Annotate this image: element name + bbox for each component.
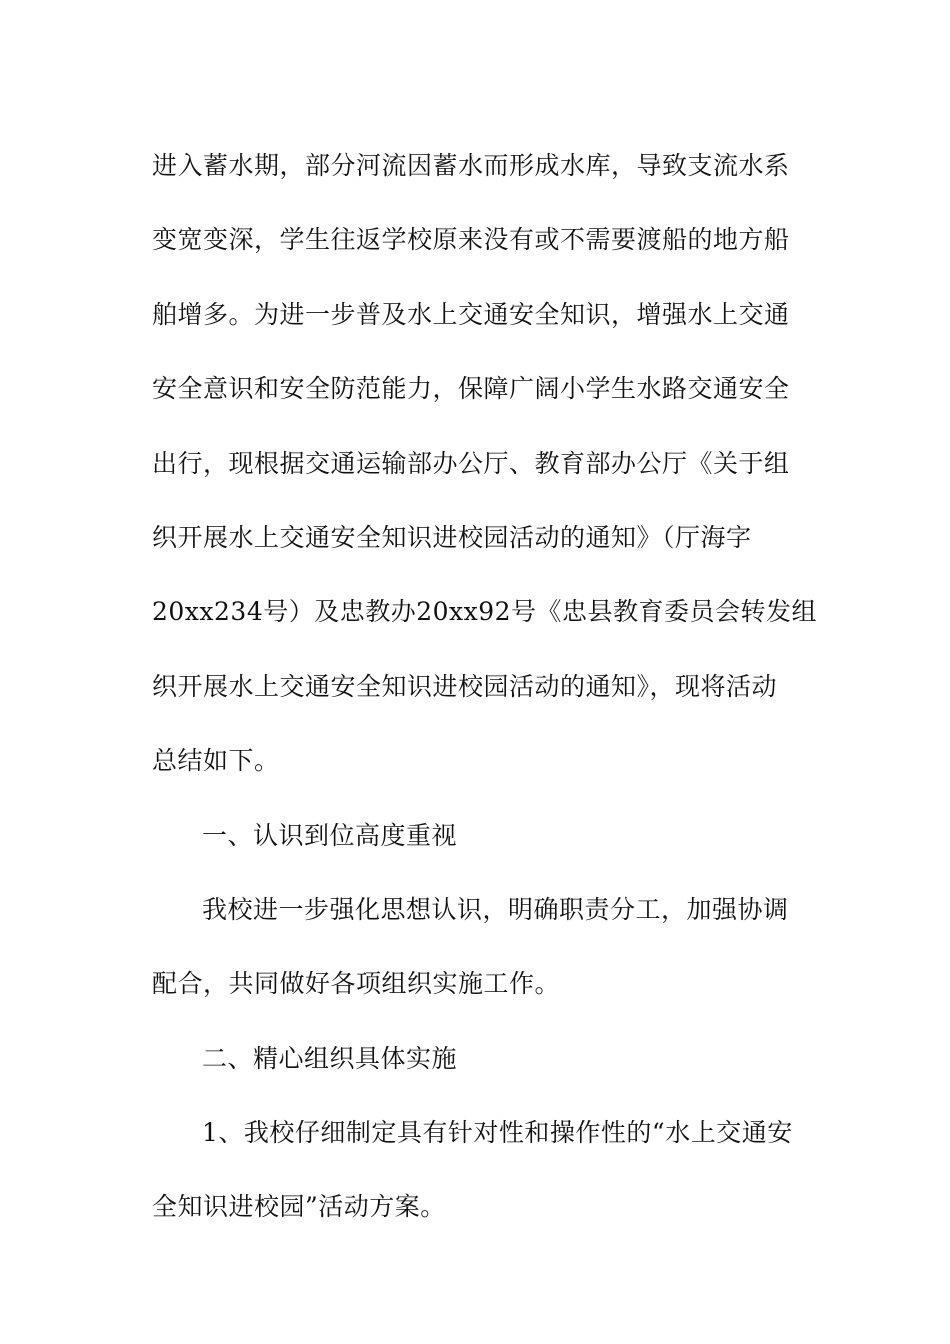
paragraph-line: 全知识进校园”活动方案。 (152, 1192, 446, 1222)
paragraph-line: 配合，共同做好各项组织实施工作。 (152, 969, 561, 999)
paragraph-line: 出行，现根据交通运输部办公厅、教育部办公厅《关于组 (152, 448, 790, 478)
section-heading: 二、精心组织具体实施 (202, 1043, 458, 1073)
paragraph-line: 我校进一步强化思想认识，明确职责分工，加强协调 (202, 894, 789, 924)
paragraph-line: 变宽变深，学生往返学校原来没有或不需要渡船的地方船 (152, 225, 790, 255)
paragraph-line: 进入蓄水期，部分河流因蓄水而形成水库，导致支流水系 (152, 151, 790, 180)
section-heading: 一、认识到位高度重视 (202, 820, 458, 850)
document-body (152, 129, 818, 1245)
paragraph-line: 20xx234号）及忠教办20xx92号《忠县教育委员会转发组 (152, 597, 818, 627)
paragraph-line: 总结如下。 (152, 746, 280, 776)
paragraph-line: 安全意识和安全防范能力，保障广阔小学生水路交通安全 (152, 374, 790, 404)
paragraph-line: 舶增多。为进一步普及水上交通安全知识，增强水上交通 (152, 299, 790, 329)
paragraph-line: 织开展水上交通安全知识进校园活动的通知》，现将活动 (152, 671, 778, 701)
paragraph-line: 织开展水上交通安全知识进校园活动的通知》（厅海字 (152, 522, 752, 552)
paragraph-line: 1、我校仔细制定具有针对性和操作性的“水上交通安 (202, 1118, 793, 1148)
